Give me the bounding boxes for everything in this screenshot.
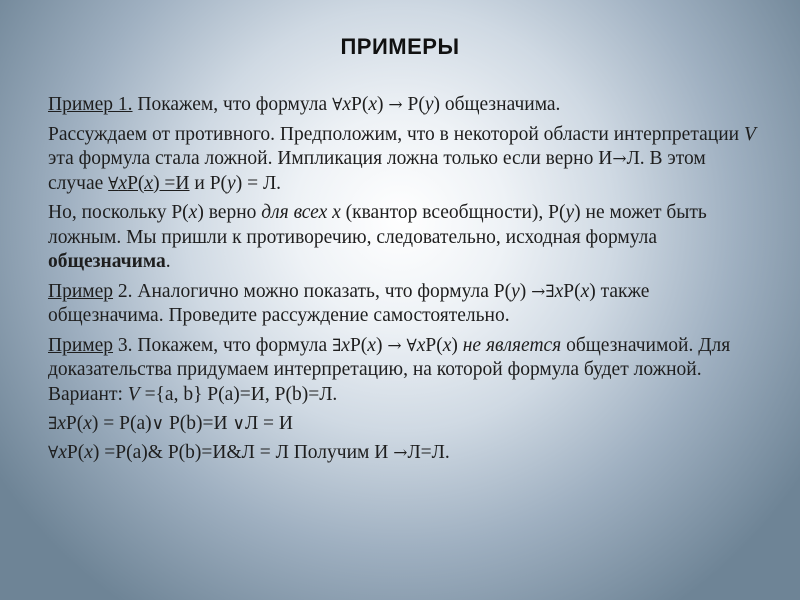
var-x: x: [342, 94, 351, 115]
var-x: x: [416, 334, 426, 356]
text: P(: [402, 94, 425, 115]
text: (квантор всеобщности), P(: [340, 202, 566, 223]
slide-title: ПРИМЕРЫ: [340, 34, 460, 59]
implies-symbol: →: [531, 281, 546, 302]
var-x: x: [83, 413, 92, 434]
text: Л = И: [244, 413, 294, 434]
var-y: y: [565, 202, 575, 223]
forall-evaluation: [48, 441, 760, 466]
var-x: x: [341, 334, 350, 356]
exists-symbol: ∃: [48, 414, 58, 434]
contradiction-paragraph: [48, 201, 760, 275]
text: P(: [425, 334, 443, 356]
implies-symbol: →: [612, 149, 627, 169]
text: ) также общезначима. Проведите рассуждение самостоятельно.: [48, 280, 650, 326]
text: 3. Покажем, что формула: [113, 334, 333, 356]
text: Л=Л.: [407, 441, 450, 463]
var-x: x: [57, 413, 66, 434]
text: P(b)=И: [164, 413, 233, 434]
example-2-statement: [48, 280, 760, 329]
implies-symbol: →: [393, 442, 408, 463]
example-2-label: Пример: [48, 280, 114, 302]
implies-symbol: →: [387, 335, 402, 356]
var-V: V: [127, 383, 140, 405]
text: ) общезначима.: [433, 94, 561, 115]
var-x: x: [554, 280, 564, 302]
text: P(: [563, 280, 581, 302]
or-symbol: ∨: [232, 414, 245, 434]
text: ) = Л.: [235, 172, 282, 194]
var-x: x: [442, 334, 452, 356]
text: 2. Аналогично можно показать, что формула P(: [113, 280, 512, 302]
text: Но, поскольку P(: [48, 202, 189, 223]
forall-symbol: ∀: [108, 173, 119, 194]
var-x: x: [144, 172, 154, 194]
example-1-label: Пример 1.: [48, 94, 133, 115]
text: ): [375, 334, 388, 356]
underlined-formula: [108, 173, 189, 194]
var-y: y: [424, 94, 434, 115]
exists-symbol: ∃: [545, 281, 555, 302]
text: P(: [66, 441, 85, 463]
text: ): [519, 280, 532, 302]
text: P(: [350, 94, 369, 115]
forall-symbol: ∀: [406, 335, 417, 356]
var-x: x: [367, 334, 376, 356]
var-x: x: [368, 94, 377, 115]
for-all-x-text: для всех x: [261, 202, 341, 223]
or-symbol: ∨: [151, 414, 165, 434]
text: Рассуждаем от противного. Предположим, что в некоторой области интерпретации: [48, 123, 744, 145]
text: .: [165, 251, 171, 272]
var-x: x: [58, 441, 67, 463]
var-x: x: [118, 172, 128, 194]
text: ) не может быть ложным. Мы пришли к противоречию, следовательно, исходная формула: [48, 202, 707, 248]
exists-evaluation: [48, 412, 760, 437]
text: Покажем, что формула: [132, 94, 333, 115]
exists-symbol: ∃: [332, 335, 342, 356]
valid-bold-word: общезначима: [48, 251, 166, 272]
text: ): [451, 334, 463, 356]
text: общезначимой. Для доказательства придумаем интерпретацию, на которой формула будет ложной. Вариант:: [48, 334, 731, 405]
example-3-statement: [48, 334, 760, 408]
slide-body: [48, 93, 760, 469]
var-x: x: [580, 280, 590, 302]
text: ) верно: [197, 202, 262, 223]
text: и P(: [189, 172, 228, 194]
text: P(: [65, 413, 84, 434]
example-3-label: Пример: [48, 334, 114, 356]
is-not-text: не является: [462, 334, 562, 356]
forall-symbol: ∀: [332, 95, 343, 115]
reasoning-paragraph: [48, 123, 760, 197]
text: ) =P(a)& P(b)=И&Л = Л Получим И: [92, 441, 394, 463]
text: ) =И: [153, 172, 190, 194]
implies-symbol: →: [388, 95, 403, 115]
var-x: x: [188, 202, 198, 223]
var-V: V: [743, 123, 756, 145]
var-y: y: [227, 172, 236, 194]
text: P(: [349, 334, 368, 356]
text: Л. В этом случае: [48, 148, 706, 194]
text: P(: [127, 172, 145, 194]
var-y: y: [511, 280, 520, 302]
text: ={a, b} P(a)=И, P(b)=Л.: [139, 383, 338, 405]
example-1-statement: [48, 93, 760, 118]
text: эта формула стала ложной. Импликация ложна только если верно И: [48, 148, 613, 169]
text: ): [376, 94, 389, 115]
var-x: x: [84, 441, 93, 463]
forall-symbol: ∀: [48, 442, 59, 463]
text: ) = P(a): [91, 413, 152, 434]
